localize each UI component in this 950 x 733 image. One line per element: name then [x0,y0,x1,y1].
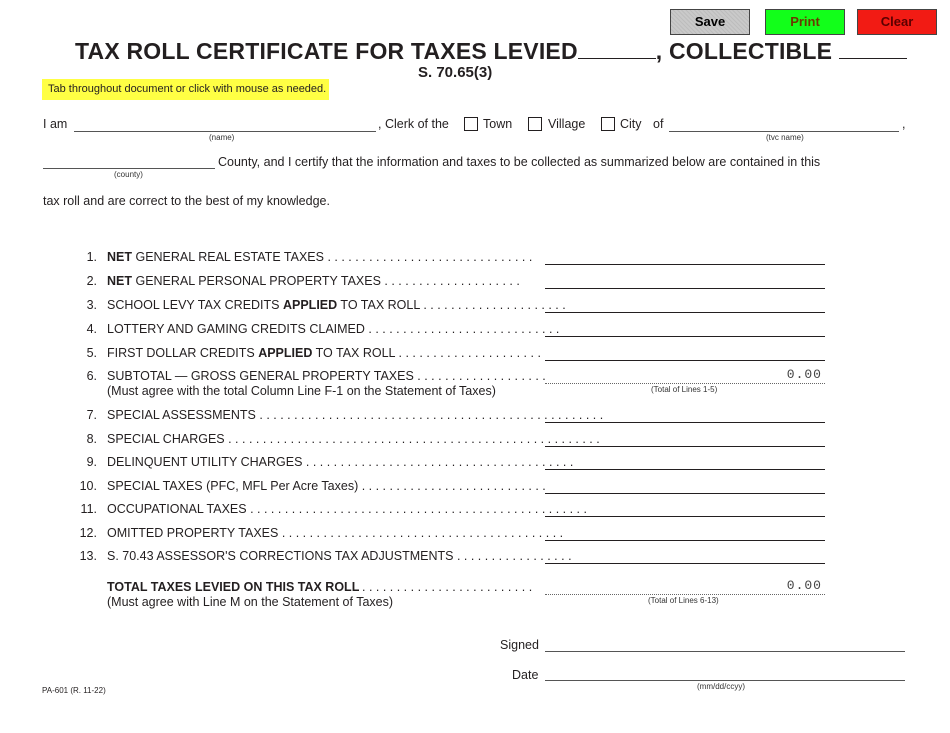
line-label [107,502,587,516]
line-number: 13. [79,549,97,563]
comma-label: , [902,117,906,131]
line-label-emphasis: NET [107,250,132,264]
line-label-text: TO TAX ROLL [337,298,420,312]
date-sublabel: (mm/dd/ccyy) [697,682,745,691]
statute-reference: S. 70.65(3) [418,64,493,81]
line-label-text: DELINQUENT UTILITY CHARGES [107,455,303,469]
line-label [107,250,537,264]
save-button[interactable]: Save [670,9,750,35]
line-label [107,369,546,383]
line-amount-input[interactable] [545,320,825,337]
line-label [107,549,572,563]
line-label [107,432,600,446]
line-label-text: SUBTOTAL — GROSS GENERAL PROPERTY TAXES [107,369,414,383]
city-label: City [620,117,642,131]
line-leader-dots: . . . . . . . . . . . . . . . . . . . . . [419,298,566,312]
line-label-pre: FIRST DOLLAR CREDITS [107,346,259,360]
total-sublabel: (Total of Lines 6-13) [648,596,719,605]
subtotal-amount-field[interactable] [545,367,825,384]
line-amount-input[interactable] [545,406,825,423]
line-label [107,479,546,493]
subtotal-sublabel: (Total of Lines 1-5) [651,385,718,394]
line-label-emphasis: APPLIED [258,346,313,360]
line-label [107,455,574,469]
total-leader: . . . . . . . . . . . . . . . . . . . . . . . . . [362,580,533,594]
line-amount-input[interactable] [545,477,825,494]
of-label: of [653,117,664,131]
line-number: 3. [86,298,97,312]
line-label-text: LOTTERY AND GAMING CREDITS CLAIMED [107,322,365,336]
line-amount-input[interactable] [545,430,825,447]
village-label: Village [548,117,586,131]
town-checkbox[interactable] [464,117,478,131]
tvc-name-sublabel: (tvc name) [766,133,804,142]
line-number: 8. [86,432,97,446]
certify-statement-continued: tax roll and are correct to the best of my knowledge. [43,194,330,208]
signed-label: Signed [500,638,539,652]
clear-button[interactable]: Clear [857,9,937,35]
line-number: 10. [79,479,97,493]
total-amount-field[interactable] [545,578,825,595]
clerk-of-the-label: , Clerk of the [378,117,449,131]
line-label-text: OCCUPATIONAL TAXES [107,502,247,516]
certify-statement: County, and I certify that the information and taxes to be collected as summarized below are contained in this [218,155,821,169]
line-amount-input[interactable] [545,344,825,361]
page-title [75,38,907,65]
village-checkbox[interactable] [528,117,542,131]
line-leader-dots: . . . . . . . . . . . . . . . . . . . . . . . . . . . . . . . . . . . . . . . . . . . . . . . . . . . . . . [224,432,600,446]
line-leader-dots: . . . . . . . . . . . . . . . . . . . . . . . . . . . . . . . . . . . . . . . . . . . . . . . . . [246,502,587,516]
line-number: 1. [86,250,97,264]
line-number: 5. [86,346,97,360]
line-amount-input[interactable] [545,500,825,517]
line-leader-dots: . . . . . . . . . . . . . . . . . . . . . . . . . . . . . . . . . . . . . . . [302,455,574,469]
tvc-name-input[interactable] [669,131,899,132]
total-note: (Must agree with Line M on the Statement of Taxes) [107,595,394,609]
date-label: Date [512,668,539,682]
line-label-text: OMITTED PROPERTY TAXES [107,526,279,540]
line-label [107,408,604,422]
line-amount-input[interactable] [545,296,825,313]
subtotal-note: (Must agree with the total Column Line F-1 on the Statement of Taxes) [107,384,496,398]
line-leader-dots: . . . . . . . . . . . . . . . . . . . . . . . . . . . . . . . . . . . . . . . . . . . . . . . . . . [255,408,604,422]
line-label [107,274,537,288]
line-label [107,298,566,312]
line-number: 6. [86,369,97,383]
instruction-note: Tab throughout document or click with mouse as needed. [42,79,329,100]
line-label-text: GENERAL REAL ESTATE TAXES [132,250,324,264]
collectible-year-input[interactable] [839,38,907,59]
line-leader-dots: . . . . . . . . . . . . . . . . . . . . . . . . . . . . . . . . . . . . . . . . . [278,526,564,540]
line-number: 12. [79,526,97,540]
line-leader-dots: . . . . . . . . . . . . . . . . . . . [413,369,546,383]
line-leader-dots: . . . . . . . . . . . . . . . . . . . . [380,274,520,288]
city-checkbox[interactable] [601,117,615,131]
line-label [107,526,564,540]
line-amount-input[interactable] [545,272,825,289]
line-label [107,346,541,360]
line-amount-input[interactable] [545,453,825,470]
line-leader-dots: . . . . . . . . . . . . . . . . . . . . . [395,346,541,360]
line-label-emphasis: NET [107,274,132,288]
line-label-text: S. 70.43 ASSESSOR'S CORRECTIONS TAX ADJUSTMENTS [107,549,454,563]
line-number: 7. [86,408,97,422]
line-number: 11. [80,502,97,516]
title-part-levied: TAX ROLL CERTIFICATE FOR TAXES LEVIED [75,38,578,64]
line-number: 9. [86,455,97,469]
line-label-text: GENERAL PERSONAL PROPERTY TAXES [132,274,381,288]
county-input[interactable] [43,168,215,169]
total-amount-value: 0.00 [786,578,822,593]
line-leader-dots: . . . . . . . . . . . . . . . . . [453,549,572,563]
form-id: PA-601 (R. 11-22) [42,686,106,695]
town-label: Town [483,117,513,131]
line-label-text: SPECIAL TAXES (PFC, MFL Per Acre Taxes) [107,479,359,493]
line-number: 2. [86,274,97,288]
title-part-collectible: , COLLECTIBLE [655,38,833,64]
line-leader-dots: . . . . . . . . . . . . . . . . . . . . . . . . . . . . . . [323,250,533,264]
line-label-text: SPECIAL CHARGES [107,432,225,446]
line-amount-input[interactable] [545,547,825,564]
line-label-emphasis: APPLIED [282,298,338,312]
line-leader-dots: . . . . . . . . . . . . . . . . . . . . . . . . . . . [358,479,546,493]
line-amount-input[interactable] [545,524,825,541]
signature-input[interactable] [545,651,905,652]
line-label-text: TO TAX ROLL [312,346,396,360]
clerk-name-input[interactable] [74,131,376,132]
name-sublabel: (name) [209,133,235,142]
line-number: 4. [86,322,97,336]
line-label-pre: SCHOOL LEVY TAX CREDITS [107,298,283,312]
subtotal-amount-value: 0.00 [786,367,822,382]
county-sublabel: (county) [114,170,143,179]
date-input[interactable] [545,680,905,681]
line-label [107,322,560,336]
print-button[interactable]: Print [765,9,845,35]
i-am-label: I am [43,117,68,131]
total-label: TOTAL TAXES LEVIED ON THIS TAX ROLL [107,580,360,594]
line-amount-input[interactable] [545,248,825,265]
line-label-text: SPECIAL ASSESSMENTS [107,408,256,422]
levied-year-input[interactable] [578,38,656,59]
line-leader-dots: . . . . . . . . . . . . . . . . . . . . . . . . . . . . [364,322,560,336]
